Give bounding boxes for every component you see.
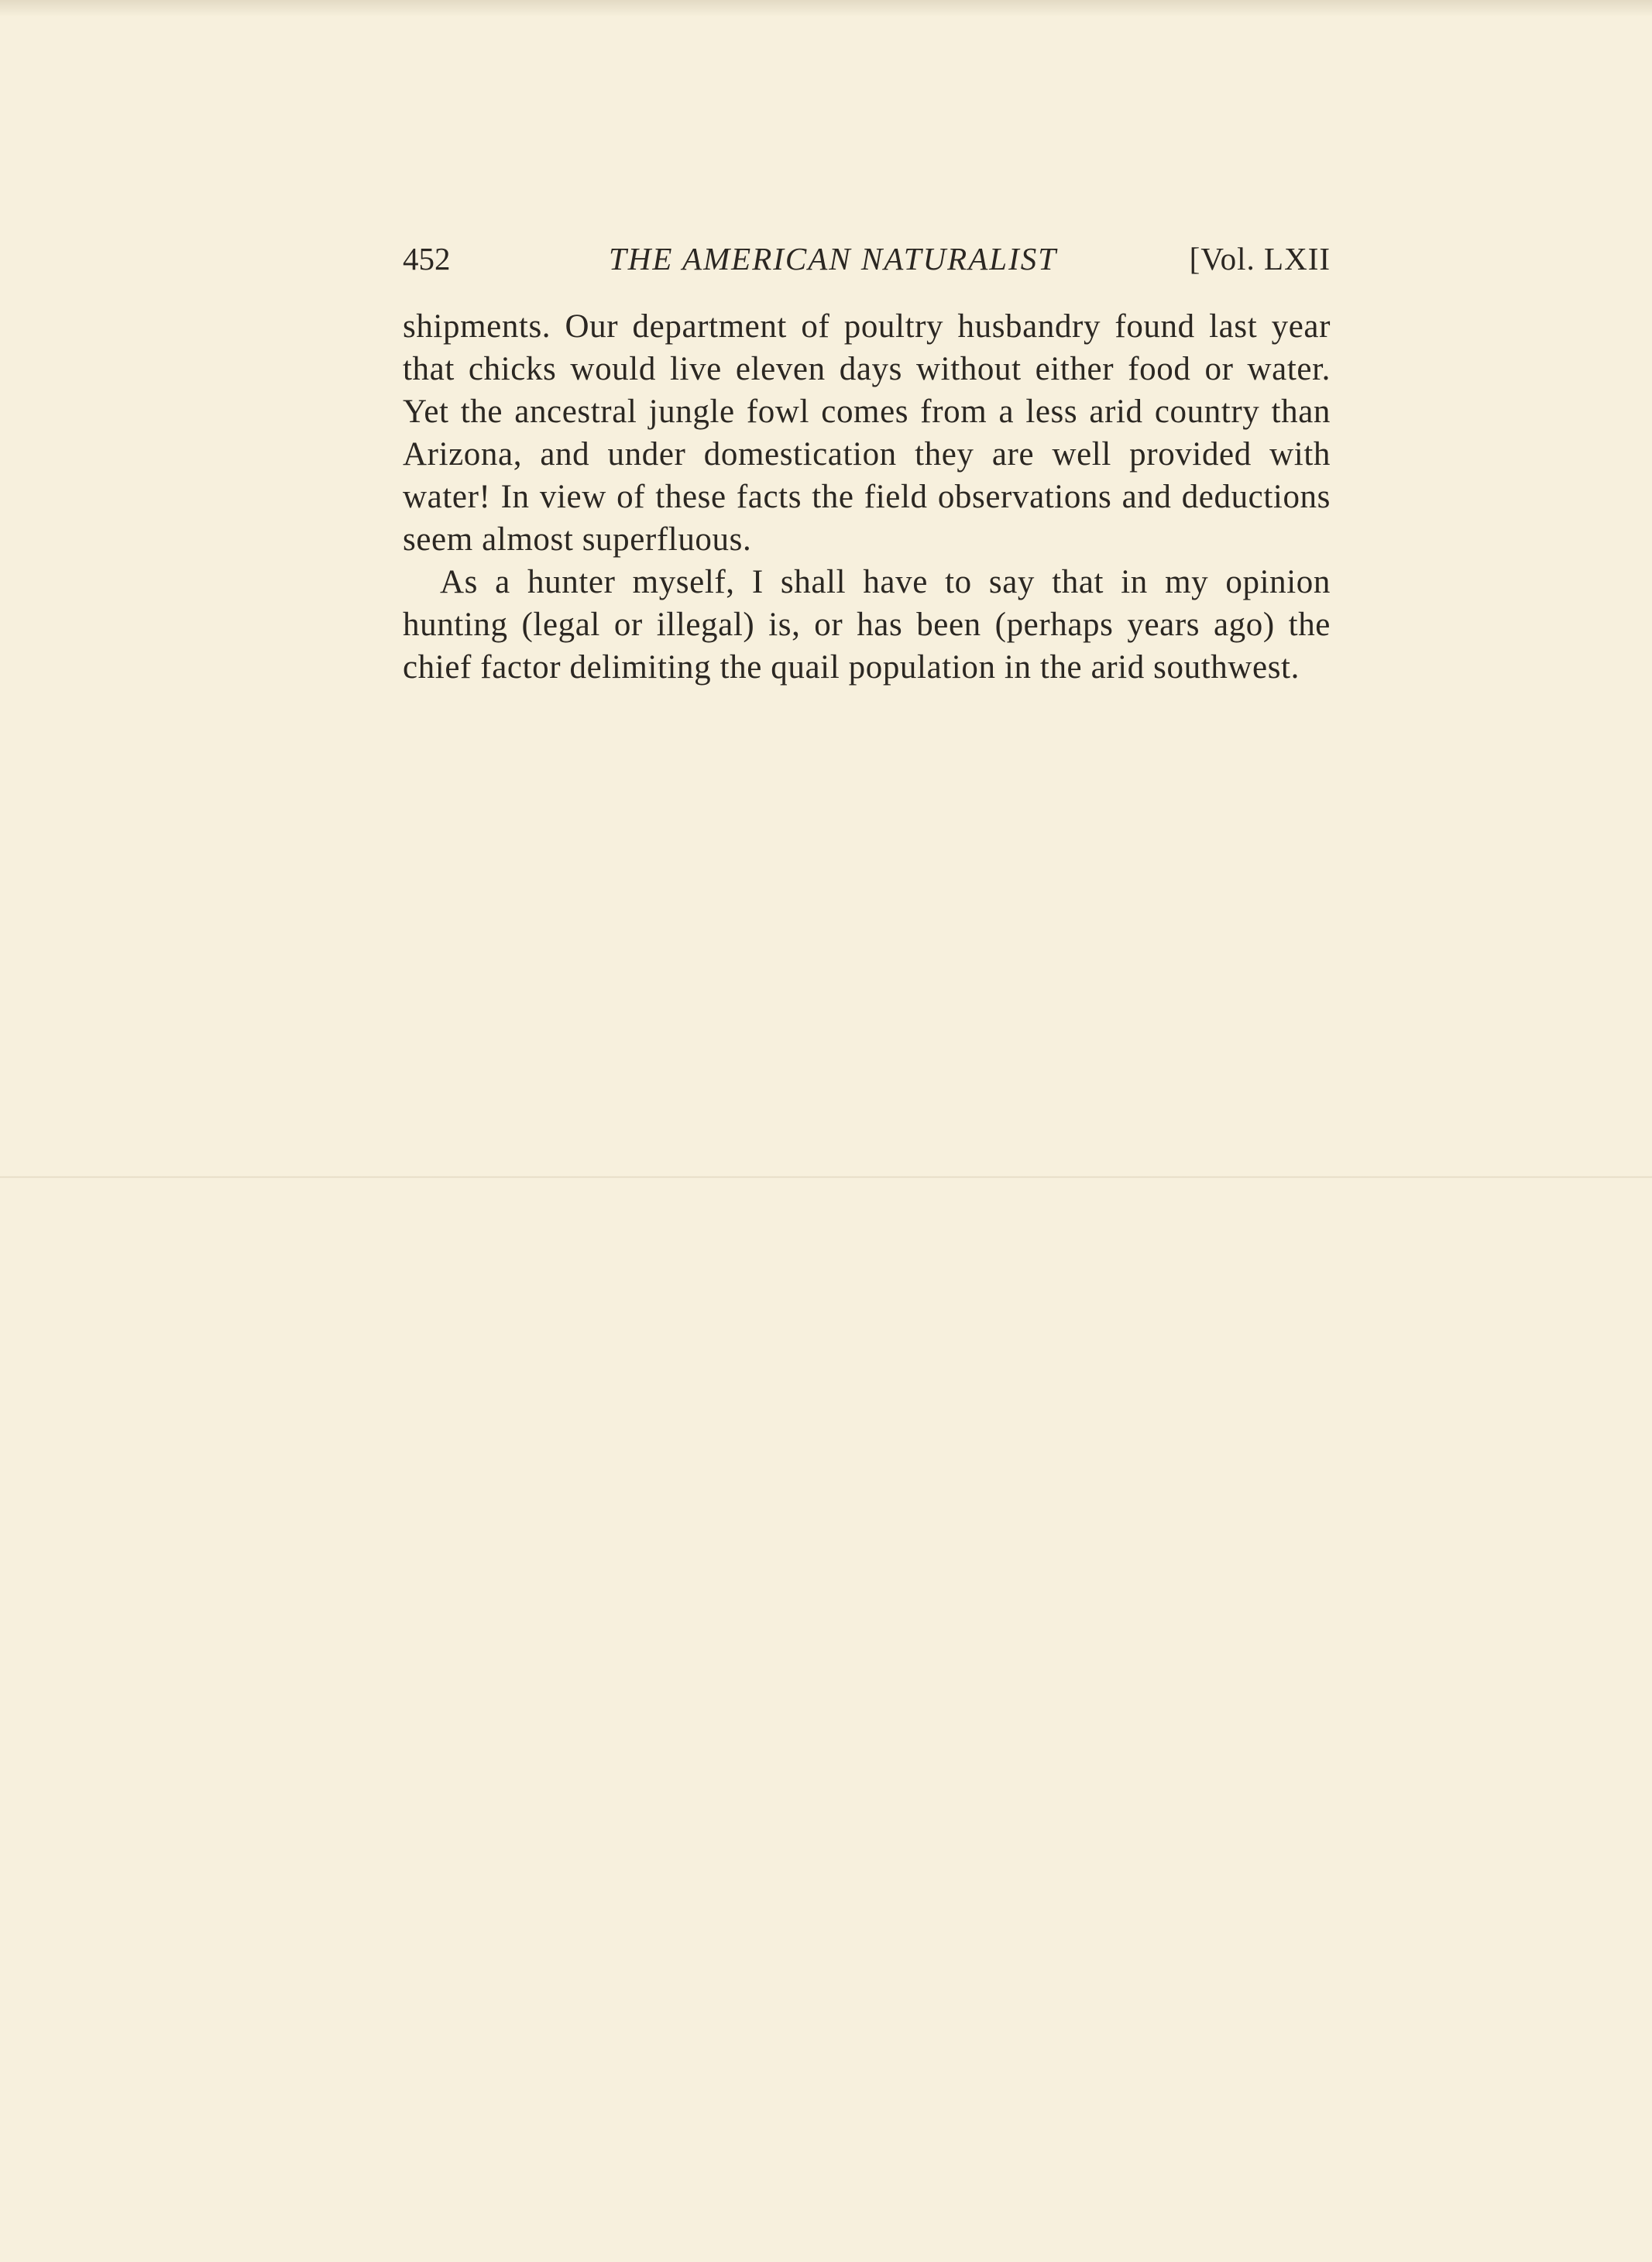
paper-fold-line — [0, 1176, 1652, 1178]
paragraph-continuation: shipments. Our department of poultry husbandry found last year that chicks would live eleven days without either food or water. Yet the ancestral jungle fowl comes from a less arid country than Arizona, and under domestication they are well provided with water! In view of these facts the field observations and deductions seem almost superfluous. — [403, 308, 1331, 558]
paragraph-hunting: As a hunter myself, I shall have to say that in my opinion hunting (legal or illegal) is, or has been (perhaps years ago) the chief factor delimiting the quail population in the arid southwest. — [403, 564, 1331, 686]
volume-label: [Vol. LXII — [1189, 241, 1331, 277]
paper-top-edge — [0, 0, 1652, 17]
running-head — [403, 232, 1331, 279]
body-text — [403, 305, 1331, 689]
page-number: 452 — [403, 241, 451, 277]
journal-title: THE AMERICAN NATURALIST — [609, 241, 1058, 277]
